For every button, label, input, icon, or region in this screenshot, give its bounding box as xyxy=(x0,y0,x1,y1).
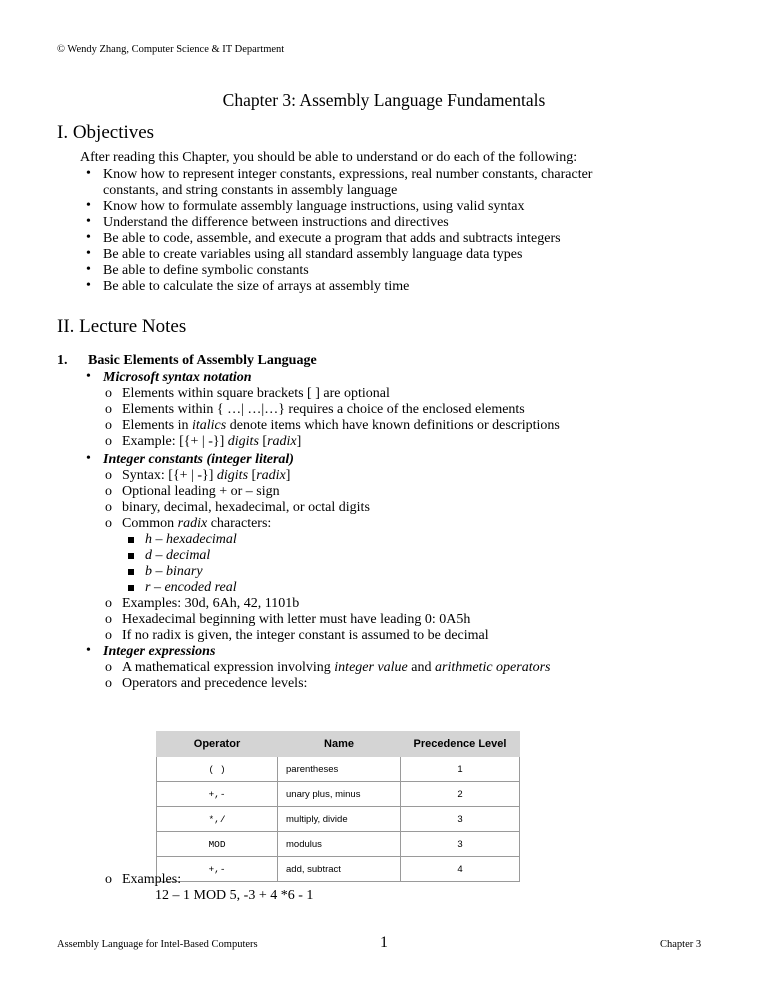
list-item: Syntax: [{+ | -}] digits [radix] xyxy=(122,468,291,483)
table-cell: +,- xyxy=(157,857,278,882)
circle-bullet-icon: o xyxy=(105,596,112,611)
footer-left: Assembly Language for Intel-Based Computers xyxy=(57,939,258,950)
table-cell: 4 xyxy=(401,857,520,882)
table-cell: MOD xyxy=(157,832,278,857)
circle-bullet-icon: o xyxy=(105,468,112,483)
radix-item: h – hexadecimal xyxy=(145,532,237,547)
list-item: Example: [{+ | -}] digits [radix] xyxy=(122,434,302,449)
list-item: Hexadecimal beginning with letter must have leading 0: 0A5h xyxy=(122,612,471,627)
examples-label: Examples: xyxy=(122,872,182,887)
circle-bullet-icon: o xyxy=(105,676,112,691)
footer-right: Chapter 3 xyxy=(660,939,702,950)
circle-bullet-icon: o xyxy=(105,402,112,417)
table-cell: modulus xyxy=(278,832,401,857)
objective-item: constants, and string constants in assembly language xyxy=(103,183,398,198)
table-cell: add, subtract xyxy=(278,857,401,882)
radix-item: r – encoded real xyxy=(145,580,237,595)
radix-item: d – decimal xyxy=(145,548,211,563)
list-item: binary, decimal, hexadecimal, or octal digits xyxy=(122,500,370,515)
objectives-heading: I. Objectives xyxy=(57,122,155,143)
circle-bullet-icon: o xyxy=(105,516,112,531)
table-cell: multiply, divide xyxy=(278,807,401,832)
bullet-icon: • xyxy=(86,166,91,181)
table-cell: 2 xyxy=(401,782,520,807)
table-cell: 3 xyxy=(401,832,520,857)
objective-item: Understand the difference between instructions and directives xyxy=(103,215,449,230)
bullet-icon: • xyxy=(86,230,91,245)
objectives-intro: After reading this Chapter, you should be able to understand or do each of the following: xyxy=(80,150,578,165)
objective-item: Be able to create variables using all standard assembly language data types xyxy=(103,247,523,262)
table-cell: 1 xyxy=(401,757,520,782)
objective-item: Be able to code, assemble, and execute a program that adds and subtracts integers xyxy=(103,231,561,246)
section-title: Basic Elements of Assembly Language xyxy=(88,353,317,368)
circle-bullet-icon: o xyxy=(105,660,112,675)
square-bullet-icon xyxy=(128,537,134,543)
bullet-icon: • xyxy=(86,214,91,229)
page-header: © Wendy Zhang, Computer Science & IT Department xyxy=(57,44,285,55)
square-bullet-icon xyxy=(128,585,134,591)
table-cell: unary plus, minus xyxy=(278,782,401,807)
table-cell: parentheses xyxy=(278,757,401,782)
examples-text: 12 – 1 MOD 5, -3 + 4 *6 - 1 xyxy=(155,888,314,903)
circle-bullet-icon: o xyxy=(105,872,112,887)
objective-item: Be able to define symbolic constants xyxy=(103,263,309,278)
table-row xyxy=(157,782,520,807)
objective-item: Know how to formulate assembly language instructions, using valid syntax xyxy=(103,199,525,214)
bullet-icon: • xyxy=(86,262,91,277)
column-header-name: Name xyxy=(278,732,401,757)
table-cell: *,/ xyxy=(157,807,278,832)
page-number: 1 xyxy=(380,934,388,951)
circle-bullet-icon: o xyxy=(105,612,112,627)
table-cell: 3 xyxy=(401,807,520,832)
circle-bullet-icon: o xyxy=(105,434,112,449)
chapter-title: Chapter 3: Assembly Language Fundamentals xyxy=(222,90,546,110)
table-row xyxy=(157,757,520,782)
operator-precedence-table xyxy=(156,731,520,882)
circle-bullet-icon: o xyxy=(105,418,112,433)
list-item: Common radix characters: xyxy=(122,516,272,531)
square-bullet-icon xyxy=(128,569,134,575)
objective-item: Know how to represent integer constants, expressions, real number constants, character xyxy=(103,167,593,182)
lecture-notes-heading: II. Lecture Notes xyxy=(57,316,187,337)
table-header-row xyxy=(157,732,520,757)
bullet-icon: • xyxy=(86,198,91,213)
list-item: Optional leading + or – sign xyxy=(122,484,280,499)
bullet-icon: • xyxy=(86,643,91,658)
circle-bullet-icon: o xyxy=(105,386,112,401)
list-item: A mathematical expression involving integer value and arithmetic operators xyxy=(122,660,551,675)
bullet-icon: • xyxy=(86,369,91,384)
topic-title: Integer constants (integer literal) xyxy=(103,452,294,467)
radix-item: b – binary xyxy=(145,564,203,579)
column-header-operator: Operator xyxy=(157,732,278,757)
table-row xyxy=(157,857,520,882)
table-cell: ( ) xyxy=(157,757,278,782)
list-item: Operators and precedence levels: xyxy=(122,676,308,691)
circle-bullet-icon: o xyxy=(105,628,112,643)
square-bullet-icon xyxy=(128,553,134,559)
list-item: Examples: 30d, 6Ah, 42, 1101b xyxy=(122,596,300,611)
table-row xyxy=(157,832,520,857)
circle-bullet-icon: o xyxy=(105,484,112,499)
list-item: Elements within square brackets [ ] are optional xyxy=(122,386,390,401)
column-header-precedence: Precedence Level xyxy=(401,732,520,757)
bullet-icon: • xyxy=(86,278,91,293)
list-item: Elements within { …| …|…} requires a choice of the enclosed elements xyxy=(122,402,525,417)
topic-title: Integer expressions xyxy=(103,644,216,659)
circle-bullet-icon: o xyxy=(105,500,112,515)
table-row xyxy=(157,807,520,832)
table-cell: +,- xyxy=(157,782,278,807)
topic-title: Microsoft syntax notation xyxy=(103,370,252,385)
list-item: Elements in italics denote items which have known definitions or descriptions xyxy=(122,418,560,433)
objective-item: Be able to calculate the size of arrays at assembly time xyxy=(103,279,410,294)
section-number: 1. xyxy=(57,353,68,368)
list-item: If no radix is given, the integer constant is assumed to be decimal xyxy=(122,628,489,643)
bullet-icon: • xyxy=(86,246,91,261)
bullet-icon: • xyxy=(86,451,91,466)
